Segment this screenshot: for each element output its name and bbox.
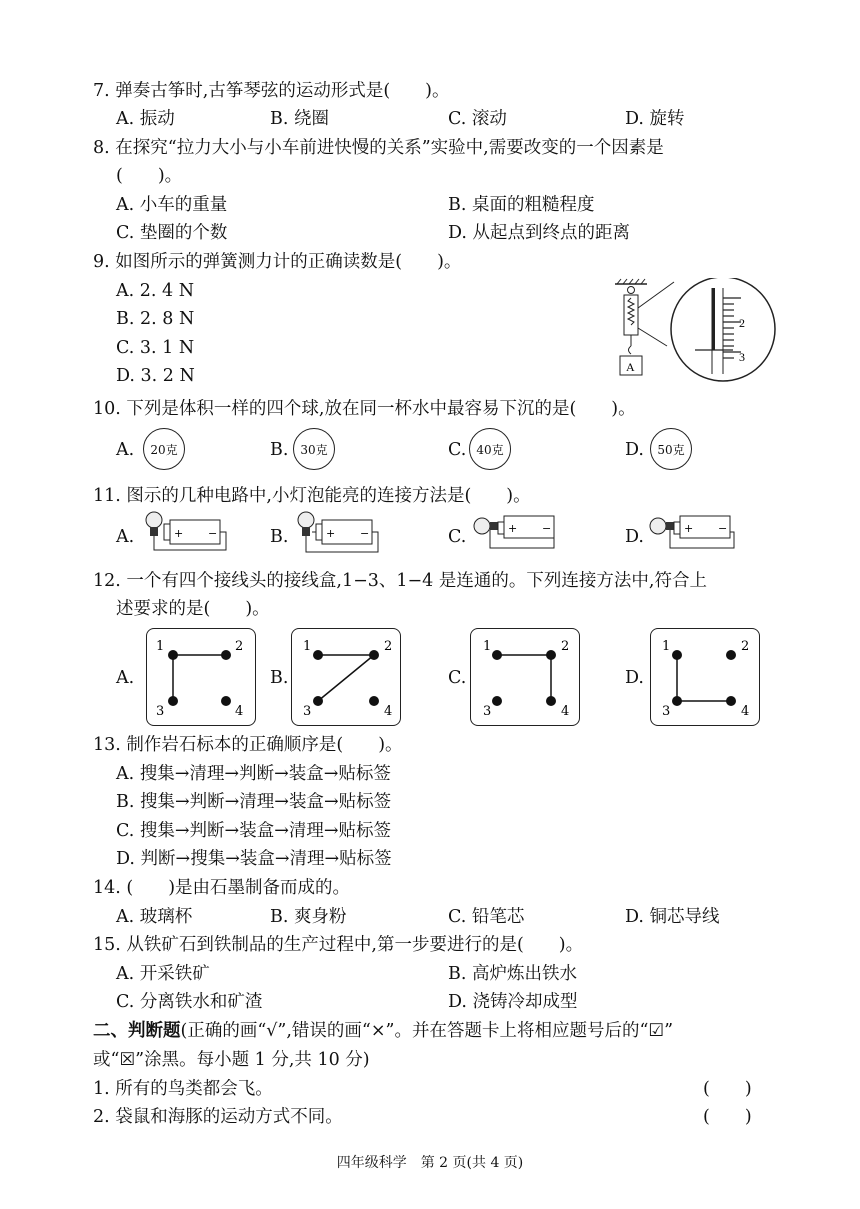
judge-1-answer[interactable]: ( ) bbox=[703, 1079, 752, 1099]
svg-text:4: 4 bbox=[741, 704, 750, 719]
q14-stem: 14. ( )是由石墨制备而成的。 bbox=[93, 878, 351, 898]
q7-option-d[interactable]: D. 旋转 bbox=[625, 109, 685, 129]
svg-text:4: 4 bbox=[235, 704, 244, 719]
q10-option-c[interactable]: C. bbox=[448, 440, 467, 460]
svg-text:3: 3 bbox=[662, 704, 671, 719]
q8-option-b[interactable]: B. 桌面的粗糙程度 bbox=[448, 195, 595, 215]
q7-stem: 7. 弹奏古筝时,古筝琴弦的运动形式是( )。 bbox=[93, 81, 450, 101]
scale-label-2: 2 bbox=[739, 316, 745, 330]
q14-option-c[interactable]: C. 铅笔芯 bbox=[448, 907, 525, 927]
q15-option-d[interactable]: D. 浇铸冷却成型 bbox=[448, 992, 578, 1012]
q8-stem: 8. 在探究“拉力大小与小车前进快慢的关系”实验中,需要改变的一个因素是 bbox=[93, 138, 664, 158]
junction-box-a bbox=[146, 628, 256, 726]
q11-option-b[interactable]: B. bbox=[270, 527, 289, 547]
svg-text:2: 2 bbox=[235, 639, 244, 654]
q11-option-c[interactable]: C. bbox=[448, 527, 467, 547]
q15-option-c[interactable]: C. 分离铁水和矿渣 bbox=[116, 992, 263, 1012]
q12-option-c[interactable]: C. bbox=[448, 668, 467, 688]
svg-text:2: 2 bbox=[561, 639, 570, 654]
section2-instr-cont: 或“☒”涂黑。每小题 1 分,共 10 分) bbox=[93, 1050, 370, 1070]
svg-text:+: + bbox=[684, 522, 694, 535]
svg-text:4: 4 bbox=[384, 704, 393, 719]
q12-option-a[interactable]: A. bbox=[116, 668, 135, 688]
svg-text:3: 3 bbox=[303, 704, 312, 719]
spring-scale-figure bbox=[605, 278, 780, 398]
q15-stem: 15. 从铁矿石到铁制品的生产过程中,第一步要进行的是( )。 bbox=[93, 935, 584, 955]
ball-b: 30克 bbox=[293, 428, 335, 470]
q7-option-a[interactable]: A. 振动 bbox=[116, 109, 175, 129]
svg-text:2: 2 bbox=[741, 639, 750, 654]
q12-option-d[interactable]: D. bbox=[625, 668, 644, 688]
svg-text:+: + bbox=[508, 522, 518, 535]
q8-option-c[interactable]: C. 垫圈的个数 bbox=[116, 223, 228, 243]
q9-option-b[interactable]: B. 2. 8 N bbox=[116, 309, 195, 329]
q8-option-d[interactable]: D. 从起点到终点的距离 bbox=[448, 223, 631, 243]
page-footer: 四年级科学 第 2 页(共 4 页) bbox=[336, 1155, 524, 1171]
svg-text:3: 3 bbox=[156, 704, 165, 719]
circuit-c bbox=[470, 510, 560, 556]
svg-text:−: − bbox=[542, 522, 552, 535]
svg-text:1: 1 bbox=[156, 639, 165, 654]
svg-text:3: 3 bbox=[483, 704, 492, 719]
q7-option-c[interactable]: C. 滚动 bbox=[448, 109, 507, 129]
weight-label: A bbox=[626, 360, 635, 374]
q13-option-a[interactable]: A. 搜集→清理→判断→装盒→贴标签 bbox=[116, 764, 391, 784]
q13-option-b[interactable]: B. 搜集→判断→清理→装盒→贴标签 bbox=[116, 792, 392, 812]
q15-option-a[interactable]: A. 开采铁矿 bbox=[116, 964, 210, 984]
plus-sign: + bbox=[174, 527, 184, 540]
judge-2-text: 2. 袋鼠和海豚的运动方式不同。 bbox=[93, 1107, 343, 1127]
q7-option-b[interactable]: B. 绕圈 bbox=[270, 109, 329, 129]
svg-text:1: 1 bbox=[483, 639, 492, 654]
judge-1-text: 1. 所有的鸟类都会飞。 bbox=[93, 1079, 273, 1099]
junction-box-b bbox=[291, 628, 401, 726]
circuit-d bbox=[646, 510, 736, 556]
q11-stem: 11. 图示的几种电路中,小灯泡能亮的连接方法是( )。 bbox=[93, 486, 531, 506]
minus-sign: − bbox=[208, 527, 218, 540]
q15-option-b[interactable]: B. 高炉炼出铁水 bbox=[448, 964, 577, 984]
q14-option-d[interactable]: D. 铜芯导线 bbox=[625, 907, 720, 927]
q10-option-d[interactable]: D. bbox=[625, 440, 644, 460]
section2-instructions bbox=[93, 1020, 673, 1042]
q8-option-a[interactable]: A. 小车的重量 bbox=[116, 195, 228, 215]
svg-text:−: − bbox=[360, 527, 370, 540]
q12-stem: 12. 一个有四个接线头的接线盒,1−3、1−4 是连通的。下列连接方法中,符合上 bbox=[93, 571, 707, 591]
junction-box-c bbox=[470, 628, 580, 726]
ball-d: 50克 bbox=[650, 428, 692, 470]
q13-option-c[interactable]: C. 搜集→判断→装盒→清理→贴标签 bbox=[116, 821, 392, 841]
svg-text:2: 2 bbox=[384, 639, 393, 654]
q13-option-d[interactable]: D. 判断→搜集→装盒→清理→贴标签 bbox=[116, 849, 392, 869]
section2-heading: 二、判断题 bbox=[93, 1021, 181, 1041]
scale-label-3: 3 bbox=[739, 350, 745, 364]
circuit-b bbox=[292, 508, 382, 556]
svg-text:1: 1 bbox=[303, 639, 312, 654]
svg-text:+: + bbox=[326, 527, 336, 540]
q8-stem-cont: ( )。 bbox=[116, 166, 183, 186]
q11-option-d[interactable]: D. bbox=[625, 527, 644, 547]
q10-option-b[interactable]: B. bbox=[270, 440, 289, 460]
junction-box-d bbox=[650, 628, 760, 726]
q14-option-b[interactable]: B. 爽身粉 bbox=[270, 907, 347, 927]
circuit-a bbox=[140, 508, 230, 556]
ball-a: 20克 bbox=[143, 428, 185, 470]
q14-option-a[interactable]: A. 玻璃杯 bbox=[116, 907, 193, 927]
svg-text:1: 1 bbox=[662, 639, 671, 654]
ball-c: 40克 bbox=[469, 428, 511, 470]
svg-text:4: 4 bbox=[561, 704, 570, 719]
q11-option-a[interactable]: A. bbox=[116, 527, 135, 547]
q13-stem: 13. 制作岩石标本的正确顺序是( )。 bbox=[93, 735, 403, 755]
q12-stem-cont: 述要求的是( )。 bbox=[116, 599, 270, 619]
judge-2-answer[interactable]: ( ) bbox=[703, 1107, 752, 1127]
q9-option-d[interactable]: D. 3. 2 N bbox=[116, 366, 195, 386]
q10-option-a[interactable]: A. bbox=[116, 440, 135, 460]
q9-stem: 9. 如图所示的弹簧测力计的正确读数是( )。 bbox=[93, 252, 462, 272]
q9-option-a[interactable]: A. 2. 4 N bbox=[116, 281, 195, 301]
section2-instr: (正确的画“√”,错误的画“×”。并在答题卡上将相应题号后的“☑” bbox=[180, 1021, 674, 1041]
q12-option-b[interactable]: B. bbox=[270, 668, 289, 688]
q10-stem: 10. 下列是体积一样的四个球,放在同一杯水中最容易下沉的是( )。 bbox=[93, 399, 636, 419]
svg-text:−: − bbox=[718, 522, 728, 535]
q9-option-c[interactable]: C. 3. 1 N bbox=[116, 338, 195, 358]
